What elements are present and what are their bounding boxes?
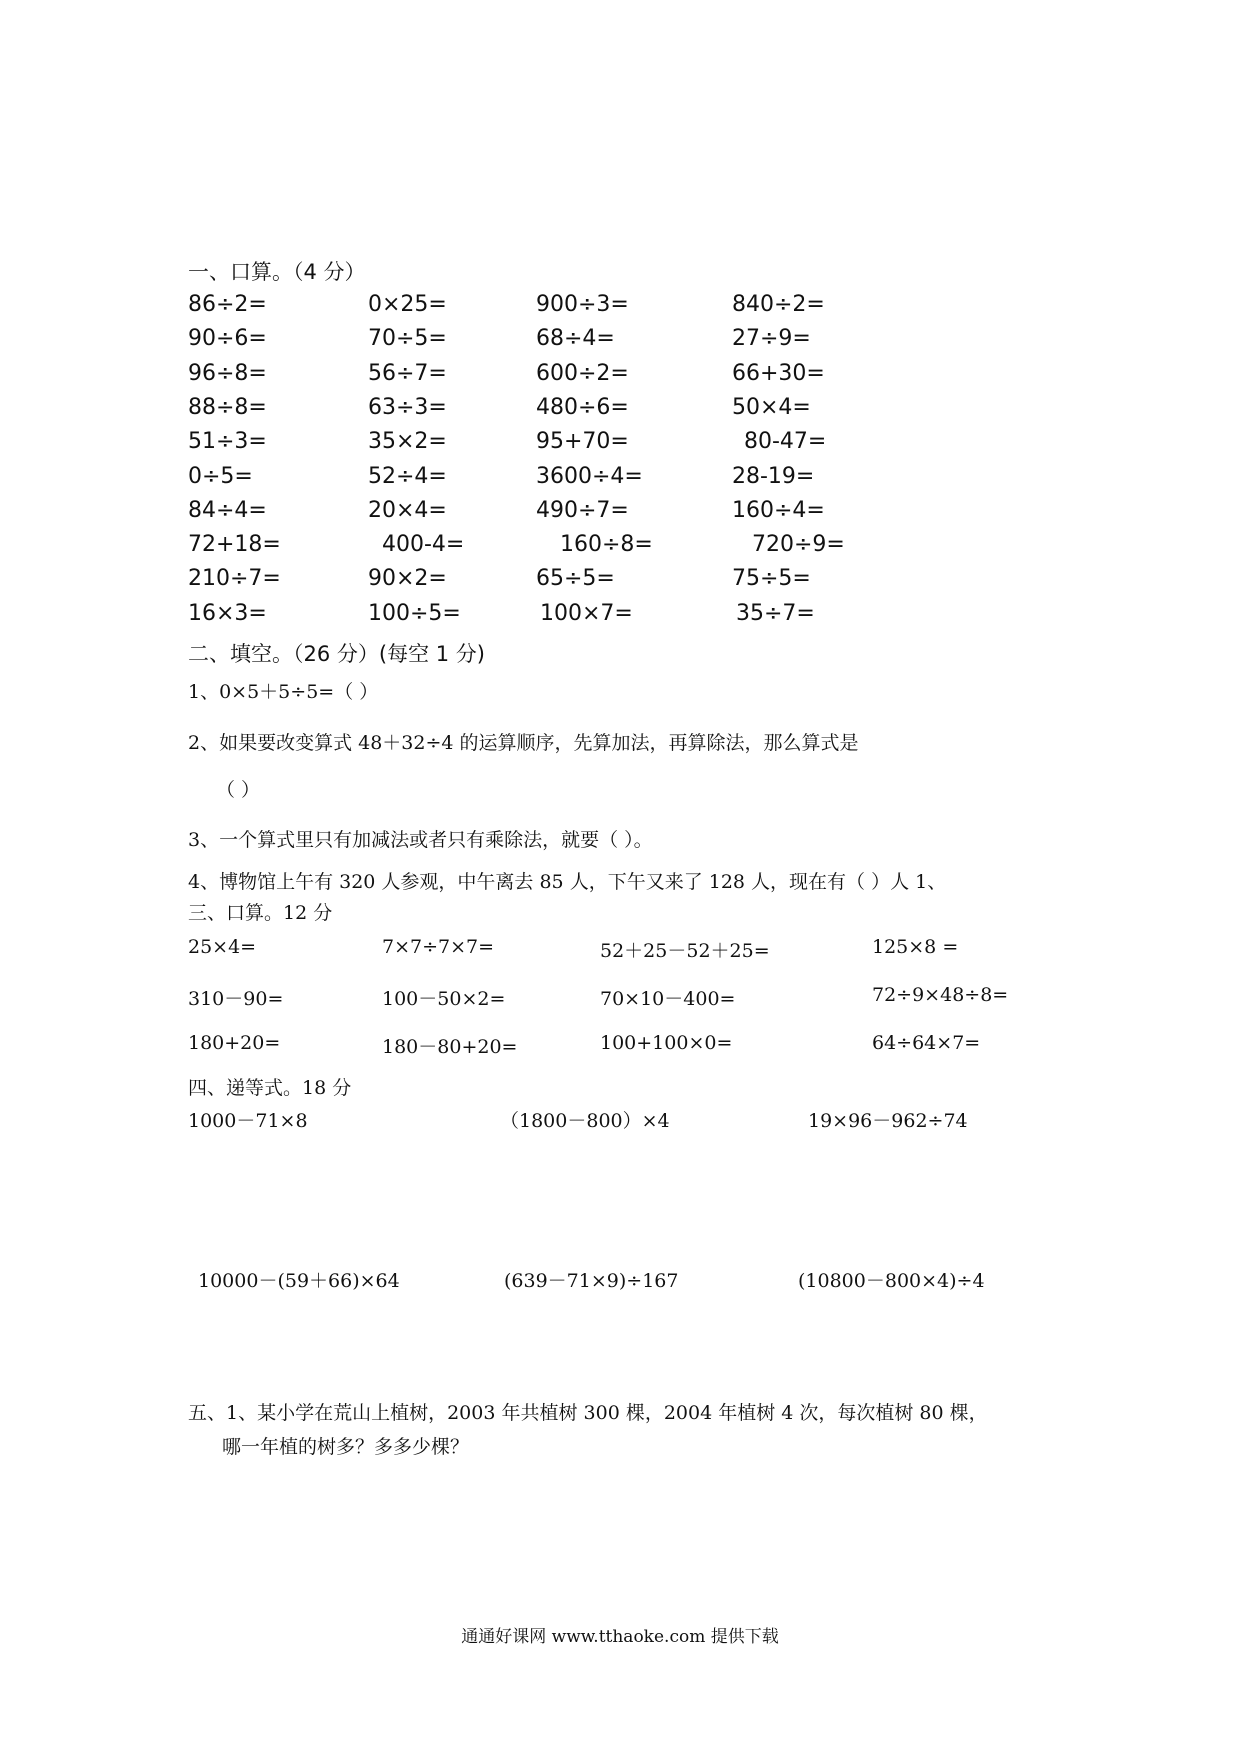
fill-question-2: 2、如果要改变算式 48＋32÷4 的运算顺序，先算加法，再算除法，那么算式是 (188, 732, 859, 754)
fill-question-1: 1、0×5＋5÷5=（ ） (188, 681, 379, 703)
oral-calc-item: 0×25= (368, 292, 447, 317)
oral-calc-item: 96÷8= (188, 361, 267, 386)
word-problem-line-2: 哪一年植的树多？多多少棵？ (222, 1436, 470, 1458)
oral-calc-item: 65÷5= (536, 566, 615, 591)
step-calc-2-1: 10000－(59＋66)×64 (198, 1270, 400, 1292)
mixed-calc-item: 52＋25－52＋25= (600, 940, 770, 962)
mixed-calc-item: 25×4= (188, 936, 257, 958)
oral-calc-item: 95+70= (536, 429, 629, 454)
oral-calc-item: 100÷5= (368, 601, 461, 626)
oral-calc-item: 840÷2= (732, 292, 825, 317)
section2-heading: 二、填空。（26 分）(每空 1 分) (188, 642, 485, 666)
mixed-calc-item: 180－80+20= (382, 1036, 518, 1058)
oral-calc-item: 20×4= (368, 498, 447, 523)
oral-calc-item: 27÷9= (732, 326, 811, 351)
oral-calc-item: 51÷3= (188, 429, 267, 454)
oral-calc-item: 210÷7= (188, 566, 281, 591)
fill-question-2-blank: （ ） (216, 779, 261, 801)
fill-question-3: 3、一个算式里只有加减法或者只有乘除法，就要（ ）。 (188, 829, 653, 851)
mixed-calc-item: 64÷64×7= (872, 1032, 981, 1054)
oral-calc-item: 86÷2= (188, 292, 267, 317)
oral-calc-item: 56÷7= (368, 361, 447, 386)
page-footer: 通通好课网 www.tthaoke.com 提供下载 (461, 1627, 779, 1647)
fill-question-4: 4、博物馆上午有 320 人参观，中午离去 85 人，下午又来了 128 人，现在有（ ）人 1、 (188, 871, 947, 893)
oral-calc-item: 75÷5= (732, 566, 811, 591)
oral-calc-item: 100×7= (540, 601, 633, 626)
mixed-calc-item: 100+100×0= (600, 1032, 733, 1054)
oral-calc-item: 72+18= (188, 532, 281, 557)
oral-calc-item: 68÷4= (536, 326, 615, 351)
section1-heading: 一、口算。（4 分） (188, 260, 366, 284)
oral-calc-item: 0÷5= (188, 464, 253, 489)
oral-calc-item: 160÷4= (732, 498, 825, 523)
oral-calc-item: 90×2= (368, 566, 447, 591)
step-calc-1-1: 1000－71×8 (188, 1110, 308, 1132)
oral-calc-item: 3600÷4= (536, 464, 643, 489)
step-calc-2-2: (639－71×9)÷167 (504, 1270, 679, 1292)
oral-calc-item: 66+30= (732, 361, 825, 386)
oral-calc-item: 160÷8= (560, 532, 653, 557)
oral-calc-item: 80-47= (744, 429, 827, 454)
oral-calc-item: 480÷6= (536, 395, 629, 420)
step-calc-1-2: （1800－800）×4 (500, 1110, 670, 1132)
oral-calc-item: 600÷2= (536, 361, 629, 386)
mixed-calc-item: 72÷9×48÷8= (872, 984, 1009, 1006)
oral-calc-item: 63÷3= (368, 395, 447, 420)
oral-calc-item: 88÷8= (188, 395, 267, 420)
oral-calc-item: 52÷4= (368, 464, 447, 489)
section3-heading: 三、口算。12 分 (188, 902, 333, 924)
oral-calc-item: 35÷7= (736, 601, 815, 626)
oral-calc-item: 900÷3= (536, 292, 629, 317)
mixed-calc-item: 125×8 = (872, 936, 959, 958)
oral-calc-item: 28-19= (732, 464, 815, 489)
mixed-calc-item: 7×7÷7×7= (382, 936, 495, 958)
oral-calc-item: 16×3= (188, 601, 267, 626)
oral-calc-item: 720÷9= (752, 532, 845, 557)
oral-calc-item: 90÷6= (188, 326, 267, 351)
oral-calc-item: 35×2= (368, 429, 447, 454)
oral-calc-item: 70÷5= (368, 326, 447, 351)
oral-calc-item: 50×4= (732, 395, 811, 420)
word-problem-line-1: 五、1、某小学在荒山上植树，2003 年共植树 300 棵，2004 年植树 4 次，每次植树 80 棵， (188, 1402, 988, 1424)
step-calc-2-3: (10800－800×4)÷4 (798, 1270, 985, 1292)
oral-calc-item: 400-4= (382, 532, 465, 557)
mixed-calc-item: 70×10－400= (600, 988, 736, 1010)
oral-calc-item: 490÷7= (536, 498, 629, 523)
step-calc-1-3: 19×96－962÷74 (808, 1110, 968, 1132)
mixed-calc-item: 100－50×2= (382, 988, 506, 1010)
mixed-calc-item: 310－90= (188, 988, 284, 1010)
mixed-calc-item: 180+20= (188, 1032, 281, 1054)
oral-calc-item: 84÷4= (188, 498, 267, 523)
section4-heading: 四、递等式。18 分 (188, 1077, 352, 1099)
